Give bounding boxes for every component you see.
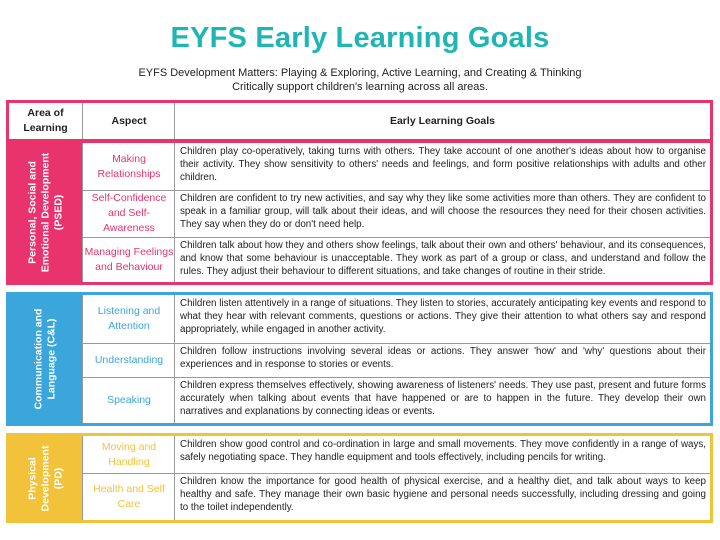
page-title: EYFS Early Learning Goals [170,22,550,54]
table-row [9,436,710,473]
area-line: Language (C&L) [45,318,58,400]
area-line: Communication and [32,308,45,410]
goal-listening-attention: Children listen attentively in a range of situations. They listen to stories, accurately anticipating key events and respond to what they hear with relevant comments, questions or actions. They give their attention to what others say and respond appropriately, while engaged in another activity. [174,295,710,343]
table-row [9,295,710,343]
aspect-speaking: Speaking [82,377,175,423]
table-row [9,343,710,377]
table-row [9,237,710,282]
header-area-of-learning: Area of Learning [23,107,68,134]
goal-self-confidence: Children are confident to try new activities, and say why they like some activities more than others. They are confident to speak in a familiar group, will talk about their ideas, and will choose the resources they need for their chosen activities. They say when they do or don't need help. [174,190,710,237]
aspect-managing-feelings: Managing Feelings and Behaviour [82,237,175,282]
goal-speaking: Children express themselves effectively, showing awareness of listeners' needs. They use past, present and future forms accurately when talking about events that have happened or are to happen in the future. They develop their own narratives and explanations by connecting ideas or events. [174,377,710,423]
area-line: Physical [26,456,38,500]
subtitle-line-2: Critically support children's learning across all areas. [232,81,488,93]
section-psed [6,140,713,285]
area-line: Emotional Development [39,152,52,273]
header-aspect: Aspect [82,103,175,139]
aspect-understanding: Understanding [82,343,175,377]
aspect-health-self-care: Health and Self Care [82,473,175,520]
aspect-listening-attention: Listening and Attention [82,295,175,343]
aspect-self-confidence: Self-Confidence and Self-Awareness [82,190,175,237]
area-line: (PD) [52,467,64,489]
area-line: Development [39,445,51,511]
subtitle-line-1: EYFS Development Matters: Playing & Exploring, Active Learning, and Creating & Thinking [138,67,582,79]
goal-managing-feelings: Children talk about how they and others show feelings, talk about their own and others' behaviour, and its consequences, and know that some behaviour is unacceptable. They work as part of a group or class, and understand and follow the rules. They adjust their behaviour to different situations, and take changes of routine in their stride. [174,237,710,282]
table-row [9,473,710,520]
area-line: Personal, Social and [26,161,39,264]
table-row [9,377,710,423]
table-row [9,143,710,190]
header-early-learning-goals: Early Learning Goals [174,103,710,139]
goal-understanding: Children follow instructions involving several ideas or actions. They answer 'how' and 'why' questions about their experiences and in response to stories or events. [174,343,710,377]
table-header [6,100,713,142]
goal-moving-handling: Children show good control and co-ordination in large and small movements. They move confidently in a range of ways, safely negotiating space. They handle equipment and tools effectively, including pencils for writing. [174,436,710,473]
aspect-making-relationships: Making Relationships [82,143,175,190]
section-communication-language [6,292,713,426]
table-row [9,190,710,237]
section-physical-development [6,433,713,523]
area-line: (PSED) [52,194,65,231]
page-subtitle [0,66,720,94]
goal-health-self-care: Children know the importance for good health of physical exercise, and a healthy diet, and talk about ways to keep healthy and safe. They manage their own basic hygiene and personal needs successfully, including dressing and going to the toilet independently. [174,473,710,520]
goal-making-relationships: Children play co-operatively, taking turns with others. They take account of one another's ideas about how to organise their activity. They show sensitivity to others' needs and feelings, and form positive relationships with adults and other children. [174,143,710,190]
aspect-moving-handling: Moving and Handling [82,436,175,473]
